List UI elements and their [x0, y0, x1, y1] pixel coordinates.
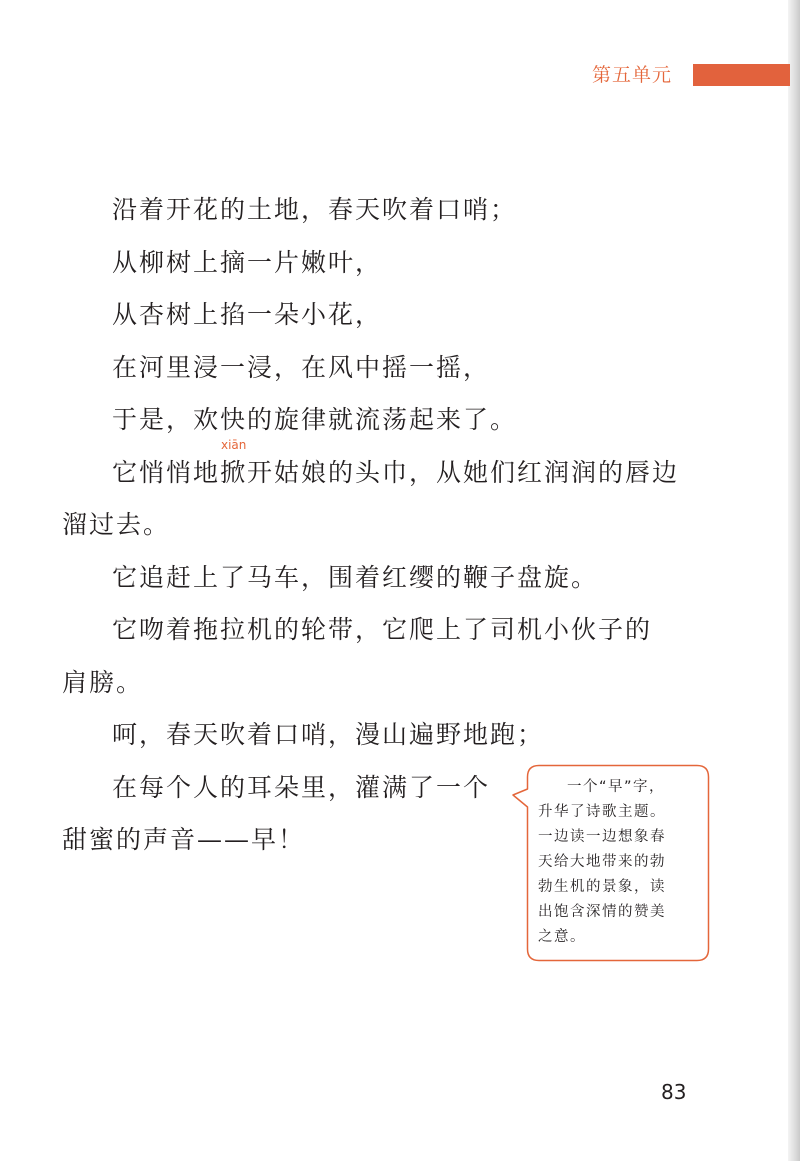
- callout-line: 勃生机的景象，读: [538, 879, 666, 895]
- callout-text: [538, 775, 703, 950]
- callout-line: 出饱含深情的赞美: [538, 904, 666, 920]
- poem-line: 它吻着拖拉机的轮带，它爬上了司机小伙子的: [112, 615, 653, 644]
- callout-line: 一个“早”字，: [567, 779, 666, 795]
- pinyin-annotation: xiān: [221, 438, 247, 452]
- poem-line: 在每个人的耳朵里，灌满了一个: [112, 773, 491, 802]
- page-number: 83: [661, 1080, 687, 1104]
- poem-line: 肩膀。: [62, 668, 144, 697]
- poem-line: 沿着开花的土地，春天吹着口哨；: [112, 195, 518, 224]
- poem-line: 呵，春天吹着口哨，漫山遍野地跑；: [112, 720, 545, 749]
- poem-line: 溜过去。: [62, 510, 171, 539]
- unit-label: 第五单元: [592, 64, 673, 86]
- poem-line: 甜蜜的声音——早！: [62, 825, 306, 854]
- callout-line: 天给大地带来的勃: [538, 854, 666, 870]
- callout-line: 升华了诗歌主题。: [538, 804, 666, 820]
- poem-line: 从柳树上摘一片嫩叶，: [112, 248, 383, 277]
- poem-line: 它追赶上了马车，围着红缨的鞭子盘旋。: [112, 563, 599, 592]
- callout-line: 一边读一边想象春: [538, 829, 666, 845]
- poem-line: 它悄悄地掀开姑娘的头巾，从她们红润润的唇边: [112, 458, 680, 487]
- poem-line: 从杏树上掐一朵小花，: [112, 300, 383, 329]
- annotation-callout: [527, 765, 709, 961]
- poem-line: 于是，欢快的旋律就流荡起来了。: [112, 405, 518, 434]
- callout-line: 之意。: [538, 929, 586, 945]
- poem-line: 在河里浸一浸，在风中摇一摇，: [112, 353, 491, 382]
